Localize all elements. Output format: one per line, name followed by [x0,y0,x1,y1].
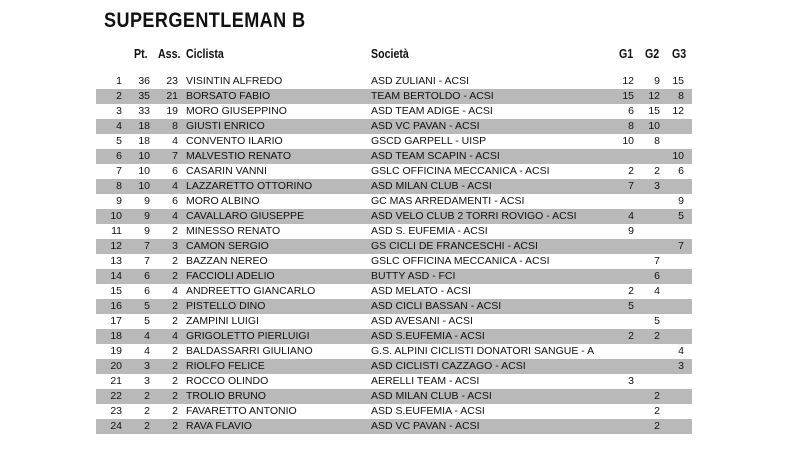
ass-cell: 4 [172,210,178,222]
rider-name-cell: CAVALLARO GIUSEPPE [186,210,305,222]
g3-cell: 8 [678,90,684,102]
table-row [96,164,692,179]
team-cell: ASD S. EUFEMIA - ACSI [371,225,488,237]
standings-table [96,74,692,434]
position-cell: 11 [111,225,122,237]
team-cell: ASD CICLISTI CAZZAGO - ACSI [371,360,526,372]
g2-cell: 2 [654,330,660,342]
g3-cell: 6 [678,165,684,177]
g2-cell: 8 [654,135,660,147]
team-cell: ASD VELO CLUB 2 TORRI ROVIGO - ACSI [371,210,577,222]
table-row [96,149,692,164]
ass-cell: 2 [172,270,178,282]
ass-cell: 6 [172,165,178,177]
table-row [96,179,692,194]
g1-cell: 2 [628,330,634,342]
rider-name-cell: ANDREETTO GIANCARLO [186,285,316,297]
g3-cell: 3 [678,360,684,372]
position-cell: 16 [110,300,122,312]
g3-cell: 10 [672,150,684,162]
g1-cell: 9 [628,225,634,237]
points-cell: 3 [144,360,150,372]
position-cell: 10 [110,210,122,222]
g2-cell: 2 [654,390,660,402]
ass-cell: 2 [172,345,178,357]
table-row [96,194,692,209]
ass-cell: 23 [166,75,178,87]
points-cell: 7 [144,255,150,267]
ass-cell: 19 [166,105,178,117]
position-cell: 23 [110,405,122,417]
points-cell: 4 [144,345,150,357]
position-cell: 4 [116,120,122,132]
ass-cell: 2 [172,420,178,432]
rider-name-cell: GRIGOLETTO PIERLUIGI [186,330,310,342]
position-cell: 6 [116,150,122,162]
team-cell: ASD MILAN CLUB - ACSI [371,390,492,402]
position-cell: 12 [110,240,122,252]
g2-cell: 6 [654,270,660,282]
header-g2: G2 [645,47,660,61]
points-cell: 33 [138,105,150,117]
points-cell: 4 [144,330,150,342]
g1-cell: 15 [622,90,634,102]
table-row [96,104,692,119]
rider-name-cell: ROCCO OLINDO [186,375,269,387]
points-cell: 9 [144,195,150,207]
team-cell: GSCD GARPELL - UISP [371,135,487,147]
position-cell: 22 [110,390,122,402]
position-cell: 7 [116,165,122,177]
points-cell: 9 [144,225,150,237]
points-cell: 18 [138,135,150,147]
table-row [96,209,692,224]
team-cell: ASD S.EUFEMIA - ACSI [371,330,485,342]
position-cell: 3 [116,105,122,117]
rider-name-cell: MORO GIUSEPPINO [186,105,287,117]
team-cell: TEAM BERTOLDO - ACSI [371,90,494,102]
rider-name-cell: CASARIN VANNI [186,165,267,177]
team-cell: GC MAS ARREDAMENTI - ACSI [371,195,525,207]
team-cell: ASD TEAM ADIGE - ACSI [371,105,493,117]
ass-cell: 2 [172,405,178,417]
points-cell: 10 [138,180,150,192]
position-cell: 19 [110,345,122,357]
rider-name-cell: LAZZARETTO OTTORINO [186,180,313,192]
team-cell: ASD ZULIANI - ACSI [371,75,470,87]
position-cell: 15 [110,285,122,297]
g1-cell: 12 [622,75,634,87]
ass-cell: 2 [172,375,178,387]
table-row [96,299,692,314]
g2-cell: 12 [648,90,660,102]
g1-cell: 4 [628,210,634,222]
ass-cell: 2 [172,360,178,372]
g3-cell: 9 [678,195,684,207]
rider-name-cell: FAVARETTO ANTONIO [186,405,297,417]
header-g3: G3 [672,47,687,61]
rider-name-cell: RAVA FLAVIO [186,420,252,432]
points-cell: 5 [144,300,150,312]
g1-cell: 3 [628,375,634,387]
ass-cell: 2 [172,300,178,312]
team-cell: ASD TEAM SCAPIN - ACSI [371,150,500,162]
team-cell: GSLC OFFICINA MECCANICA - ACSI [371,255,550,267]
rider-name-cell: BAZZAN NEREO [186,255,268,267]
ass-cell: 3 [172,240,178,252]
ass-cell: 4 [172,330,178,342]
g2-cell: 2 [654,165,660,177]
g2-cell: 4 [654,285,660,297]
position-cell: 24 [110,420,122,432]
table-row [96,224,692,239]
rider-name-cell: MORO ALBINO [186,195,260,207]
points-cell: 35 [138,90,150,102]
ass-cell: 8 [172,120,178,132]
team-cell: ASD MELATO - ACSI [371,285,471,297]
points-cell: 9 [144,210,150,222]
table-row [96,284,692,299]
header-societa: Società [371,47,409,61]
table-row [96,374,692,389]
position-cell: 17 [110,315,122,327]
ass-cell: 2 [172,225,178,237]
position-cell: 18 [110,330,122,342]
g2-cell: 3 [654,180,660,192]
g1-cell: 2 [628,285,634,297]
table-row [96,254,692,269]
rider-name-cell: VISINTIN ALFREDO [186,75,283,87]
points-cell: 10 [138,150,150,162]
rider-name-cell: PISTELLO DINO [186,300,266,312]
header-pt: Pt. [134,47,148,61]
table-row [96,389,692,404]
points-cell: 7 [144,240,150,252]
points-cell: 2 [144,390,150,402]
g3-cell: 4 [678,345,684,357]
ass-cell: 2 [172,390,178,402]
g2-cell: 5 [654,315,660,327]
position-cell: 13 [110,255,122,267]
points-cell: 36 [138,75,150,87]
table-row [96,239,692,254]
g2-cell: 9 [654,75,660,87]
table-row [96,134,692,149]
rider-name-cell: CONVENTO ILARIO [186,135,283,147]
position-cell: 1 [116,75,122,87]
points-cell: 6 [144,285,150,297]
team-cell: AERELLI TEAM - ACSI [371,375,480,387]
points-cell: 6 [144,270,150,282]
team-cell: ASD VC PAVAN - ACSI [371,420,480,432]
g1-cell: 10 [622,135,634,147]
team-cell: ASD CICLI BASSAN - ACSI [371,300,502,312]
table-row [96,269,692,284]
rider-name-cell: BORSATO FABIO [186,90,271,102]
points-cell: 2 [144,405,150,417]
table-row [96,314,692,329]
rider-name-cell: CAMON SERGIO [186,240,269,252]
g1-cell: 5 [628,300,634,312]
points-cell: 18 [138,120,150,132]
position-cell: 9 [116,195,122,207]
header-ciclista: Ciclista [186,47,224,61]
g1-cell: 6 [628,105,634,117]
ass-cell: 7 [172,150,178,162]
g3-cell: 7 [678,240,684,252]
position-cell: 2 [116,90,122,102]
points-cell: 5 [144,315,150,327]
table-row [96,119,692,134]
team-cell: GS CICLI DE FRANCESCHI - ACSI [371,240,538,252]
points-cell: 10 [138,165,150,177]
g1-cell: 8 [628,120,634,132]
table-row [96,344,692,359]
g3-cell: 12 [672,105,684,117]
g2-cell: 15 [648,105,660,117]
table-row [96,419,692,434]
team-cell: ASD MILAN CLUB - ACSI [371,180,492,192]
g2-cell: 2 [654,405,660,417]
team-cell: ASD S.EUFEMIA - ACSI [371,405,485,417]
rider-name-cell: GIUSTI ENRICO [186,120,265,132]
position-cell: 8 [116,180,122,192]
page-title: SUPERGENTLEMAN B [104,9,306,32]
header-ass: Ass. [158,47,181,61]
ass-cell: 4 [172,135,178,147]
ass-cell: 21 [166,90,178,102]
ass-cell: 4 [172,285,178,297]
ass-cell: 2 [172,315,178,327]
rider-name-cell: MINESSO RENATO [186,225,281,237]
rider-name-cell: FACCIOLI ADELIO [186,270,275,282]
g2-cell: 2 [654,420,660,432]
position-cell: 14 [110,270,122,282]
rider-name-cell: MALVESTIO RENATO [186,150,292,162]
position-cell: 21 [110,375,122,387]
points-cell: 2 [144,420,150,432]
team-cell: BUTTY ASD - FCI [371,270,456,282]
table-row [96,329,692,344]
table-row [96,404,692,419]
g1-cell: 7 [628,180,634,192]
g3-cell: 5 [678,210,684,222]
g2-cell: 10 [648,120,660,132]
rider-name-cell: BALDASSARRI GIULIANO [186,345,313,357]
position-cell: 5 [116,135,122,147]
rider-name-cell: RIOLFO FELICE [186,360,265,372]
ass-cell: 2 [172,255,178,267]
table-row [96,89,692,104]
g3-cell: 15 [672,75,684,87]
team-cell: G.S. ALPINI CICLISTI DONATORI SANGUE - A [371,345,595,357]
table-row [96,359,692,374]
rider-name-cell: TROLIO BRUNO [186,390,266,402]
team-cell: GSLC OFFICINA MECCANICA - ACSI [371,165,550,177]
position-cell: 20 [110,360,122,372]
g1-cell: 2 [628,165,634,177]
table-row [96,74,692,89]
ass-cell: 6 [172,195,178,207]
header-g1: G1 [619,47,634,61]
points-cell: 3 [144,375,150,387]
rider-name-cell: ZAMPINI LUIGI [186,315,259,327]
team-cell: ASD VC PAVAN - ACSI [371,120,480,132]
ass-cell: 4 [172,180,178,192]
g2-cell: 7 [654,255,660,267]
team-cell: ASD AVESANI - ACSI [371,315,473,327]
